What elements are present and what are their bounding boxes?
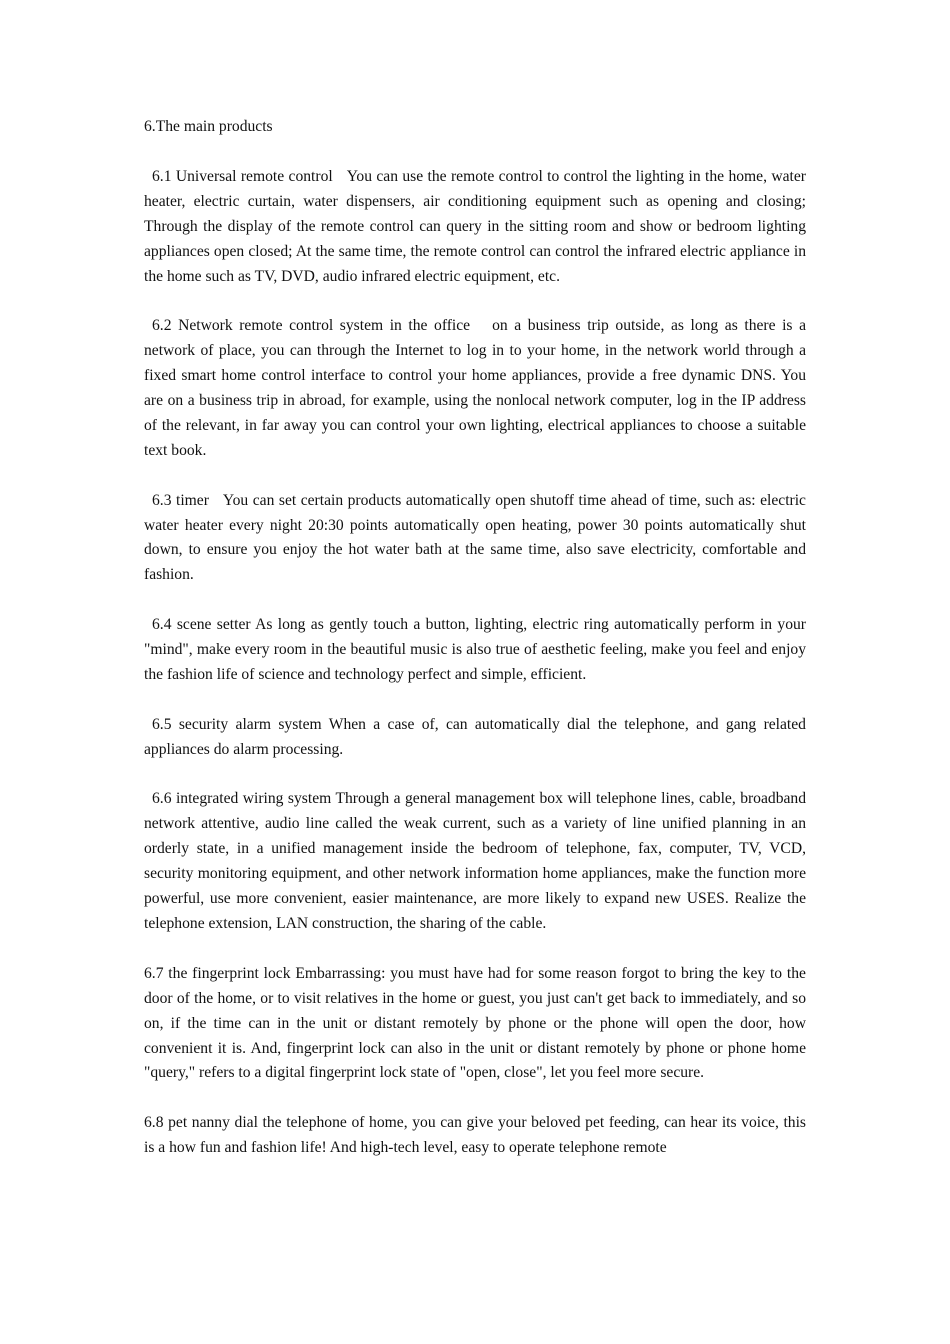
- section-title: 6.1 Universal remote control: [152, 167, 333, 185]
- section-6-4: [144, 613, 806, 688]
- section-6-8: [144, 1111, 806, 1161]
- section-body: on a business trip outside, as long as there is a network of place, you can through the Internet to log in to your home, in the network world through a fixed smart home control interface to control your home appliances, provide a free dynamic DNS. You are on a business trip in abroad, for example, using the nonlocal network computer, log in the IP address of the relevant, in far away you can control your own lighting, electrical appliances to choose a suitable text book.: [144, 317, 806, 459]
- document-heading: 6.The main products: [144, 118, 273, 135]
- section-title: 6.6 integrated wiring system: [152, 790, 332, 808]
- section-6-7: [144, 962, 806, 1087]
- section-body: dial the telephone of home, you can give your beloved pet feeding, can hear its voice, this is a how fun and fashion life! And high-tech level, easy to operate telephone remote: [144, 1114, 807, 1157]
- section-title: 6.8 pet nanny: [144, 1114, 230, 1132]
- section-6-5: [144, 713, 806, 763]
- section-body: You can set certain products automatically open shutoff time ahead of time, such as: electric water heater every night 20:30 points automatically open heating, power 30 points automatically shut down, to ensure you enjoy the hot water bath at the same time, also save electricity, comfortable and fashion.: [144, 491, 806, 584]
- section-body: Embarrassing: you must have had for some reason forgot to bring the key to the door of the home, or to visit relatives in the home or guest, you just can't get back to immediately, and so on, if the time can in the unit or distant remotely by phone or the phone will open the door, how convenient it is. And, fingerprint lock can also in the unit or distant remotely by phone or phone home "query," refers to a digital fingerprint lock state of "open, close", let you feel more secure.: [144, 964, 806, 1082]
- section-body: You can use the remote control to control the lighting in the home, water heater, electric curtain, water dispensers, air conditioning equipment such as opening and closing; Through the display of the remote control can query in the sitting room and show or bedroom lighting appliances open closed; At the same time, the remote control can control the infrared electric appliance in the home such as TV, DVD, audio infrared electric equipment, etc.: [144, 167, 806, 285]
- section-6-6: [144, 787, 806, 936]
- section-6-3: [144, 489, 806, 589]
- section-title: 6.5 security alarm system: [152, 715, 322, 733]
- section-title: 6.2 Network remote control system in the office: [152, 317, 471, 335]
- section-body: As long as gently touch a button, lighting, electric ring automatically perform in your "mind", make every room in the beautiful music is also true of aesthetic feeling, make you feel and enjoy the fashion life of science and technology perfect and simple, efficient.: [144, 616, 807, 683]
- section-title: 6.7 the fingerprint lock: [144, 964, 291, 982]
- section-title: 6.4 scene setter: [152, 616, 251, 634]
- section-6-2: [144, 314, 806, 463]
- section-6-1: [144, 165, 806, 290]
- section-body: When a case of, can automatically dial the telephone, and gang related appliances do alarm processing.: [144, 715, 806, 758]
- section-body: Through a general management box will telephone lines, cable, broadband network attentive, audio line called the weak current, such as a variety of line unified planning in an orderly state, in a unified management inside the bedroom of telephone, fax, computer, TV, VCD, security monitoring equipment, and other network information home appliances, make the function more powerful, use more convenient, easier maintenance, are more likely to expand new USES. Realize the telephone extension, LAN construction, the sharing of the cable.: [144, 790, 807, 933]
- section-title: 6.3 timer: [152, 491, 209, 509]
- document-page: [144, 115, 806, 1186]
